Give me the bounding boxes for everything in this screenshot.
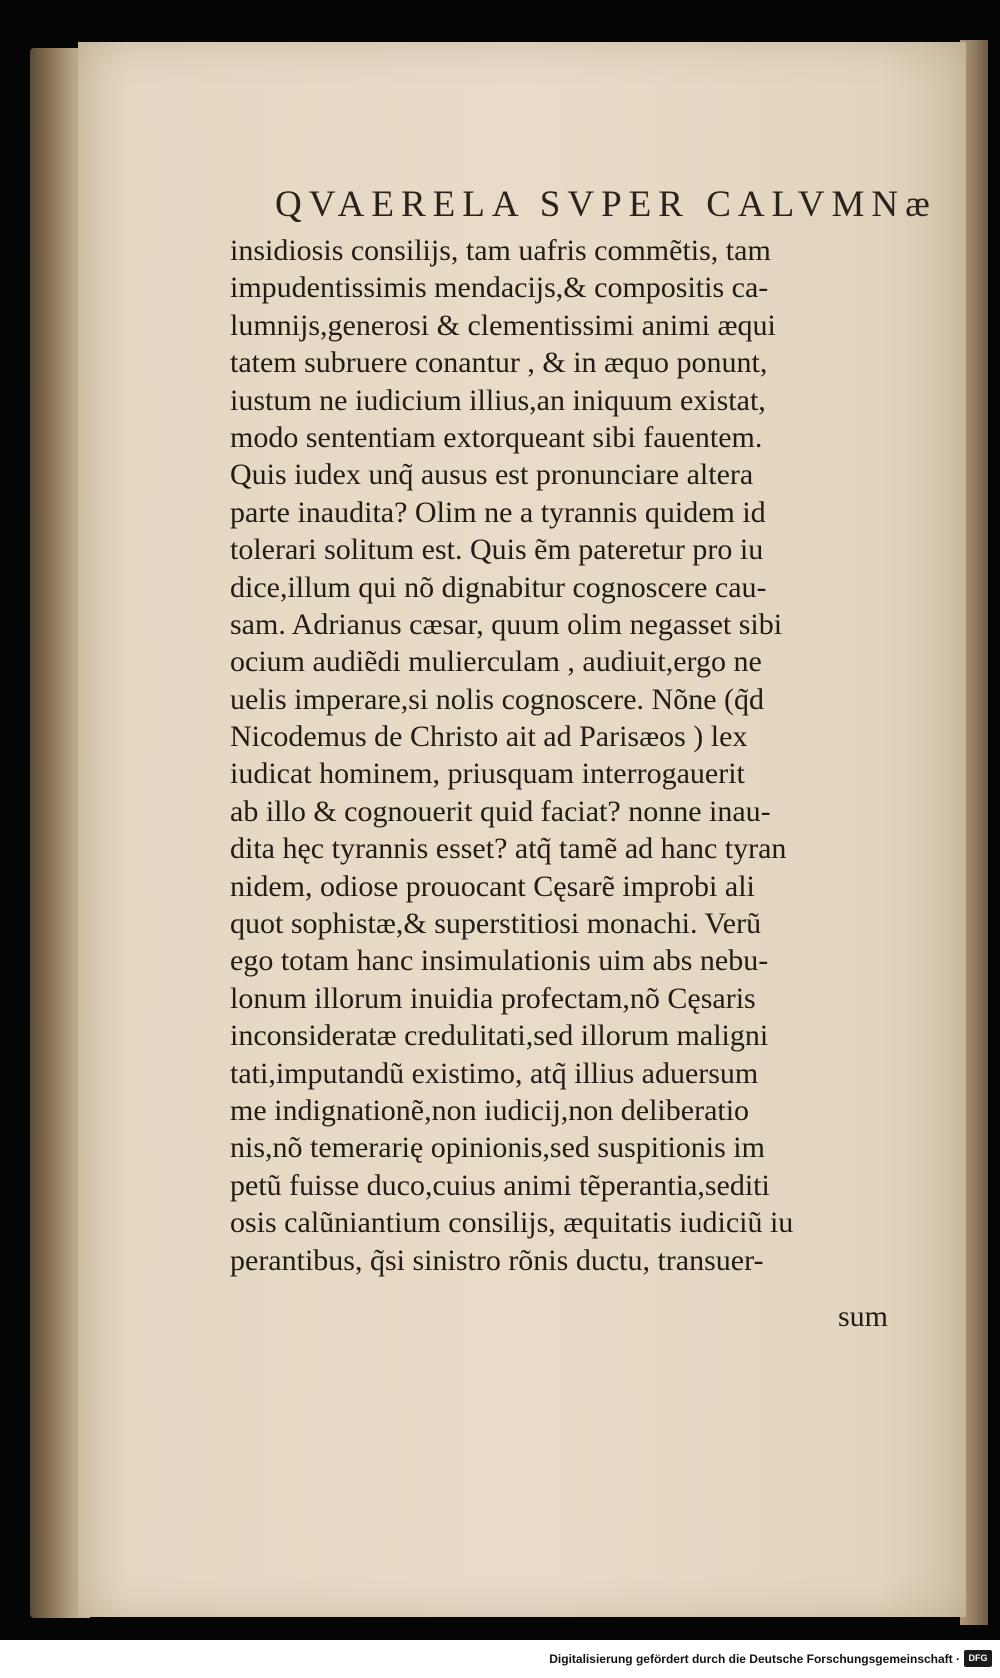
text-line: Quis iudex unq̃ ausus est pronunciare altera: [230, 458, 754, 492]
text-line: dice,illum qui nõ dignabitur cognoscere cau-: [230, 570, 767, 604]
text-line: me indignationẽ,non iudicij,non deliberatio: [230, 1093, 750, 1127]
text-line: impudentissimis mendacijs,& compositis ca-: [230, 271, 769, 305]
text-block: [230, 232, 930, 1279]
text-line: sam. Adrianus cæsar, quum olim negasset sibi: [230, 607, 783, 641]
text-line: Nicodemus de Christo ait ad Parisæos ) lex: [230, 720, 748, 754]
text-line: nidem, odiose prouocant Cęsarẽ improbi ali: [230, 869, 755, 903]
text-line: tatem subruere conantur , & in æquo ponunt,: [230, 346, 768, 380]
text-line: petũ fuisse duco,cuius animi tẽperantia,sediti: [230, 1168, 770, 1202]
funding-credit: Digitalisierung gefördert durch die Deutsche Forschungsgemeinschaft ·: [549, 1652, 960, 1666]
text-line: ego totam hanc insimulationis uim abs nebu-: [230, 944, 769, 978]
text-line: inconsideratæ credulitati,sed illorum maligni: [230, 1019, 769, 1053]
text-line: perantibus, q̃si sinistro rõnis ductu, transuer-: [230, 1243, 764, 1277]
text-line: tati,imputandũ existimo, atq̃ illius aduersum: [230, 1056, 759, 1090]
dfg-logo: DFG: [964, 1650, 992, 1667]
text-line: nis,nõ temerarię opinionis,sed suspitionis im: [230, 1131, 765, 1165]
text-line: lumnijs,generosi & clementissimi animi æqui: [230, 308, 776, 342]
text-line: dita hęc tyrannis esset? atq̃ tamẽ ad hanc tyran: [230, 832, 787, 866]
text-line: parte inaudita? Olim ne a tyrannis quidem id: [230, 495, 766, 529]
footer-bar: [0, 1640, 1000, 1678]
text-line: modo sententiam extorqueant sibi fauentem.: [230, 420, 763, 454]
text-line: iudicat hominem, priusquam interrogauerit: [230, 757, 745, 791]
text-line: osis calũniantium consilijs, æquitatis iudiciũ iu: [230, 1206, 794, 1240]
text-line: insidiosis consilijs, tam uafris commẽtis, tam: [230, 234, 771, 267]
text-line: tolerari solitum est. Quis ẽm pateretur pro iu: [230, 533, 764, 567]
running-header: QVAERELA SVPER CALVMNæ: [275, 184, 937, 225]
text-line: quot sophistæ,& superstitiosi monachi. Verũ: [230, 907, 762, 941]
text-line: lonum illorum inuidia profectam,nõ Cęsaris: [230, 981, 756, 1015]
catchword: sum: [838, 1300, 889, 1333]
text-line: ocium audiẽdi mulierculam , audiuit,ergo ne: [230, 645, 762, 679]
text-line: ab illo & cognouerit quid faciat? nonne inau-: [230, 794, 771, 828]
text-line: uelis imperare,si nolis cognoscere. Nõne (q̃d: [230, 682, 765, 716]
text-line: iustum ne iudicium illius,an iniquum existat,: [230, 383, 766, 417]
